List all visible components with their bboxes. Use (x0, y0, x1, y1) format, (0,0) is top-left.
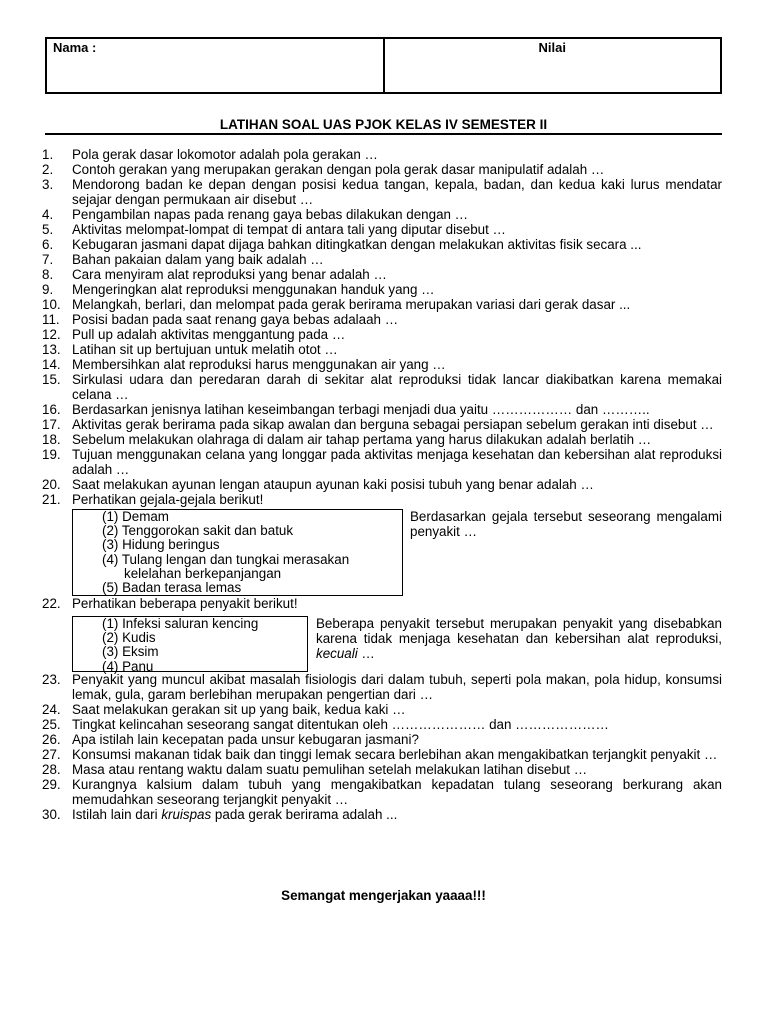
question-item (42, 702, 722, 717)
question-item (42, 162, 722, 177)
question-number: 6. (42, 237, 54, 252)
q30-text: Istilah lain dari (72, 807, 162, 822)
question-number: 11. (42, 312, 60, 327)
question-number: 25. (42, 717, 61, 732)
question-text: Konsumsi makanan tidak baik dan tinggi lemak secara berlebihan akan mengakibatkan terjangkit penyakit … (72, 747, 718, 762)
symptom-item: (3) Hidung beringus (102, 537, 220, 553)
question-number: 7. (42, 252, 54, 267)
question-item (42, 432, 722, 447)
q21-box-row (72, 509, 722, 596)
question-text: Melangkah, berlari, dan melompat pada gerak berirama merupakan variasi dari gerak dasar ... (72, 297, 631, 312)
question-text: Berdasarkan jenisnya latihan keseimbangan terbagi menjadi dua yaitu ……………… dan ……….. (72, 402, 650, 417)
question-number: 3. (42, 177, 54, 192)
question-text: Mengeringkan alat reproduksi menggunakan handuk yang … (72, 282, 435, 297)
question-number: 13. (42, 342, 61, 357)
question-text: Saat melakukan ayunan lengan ataupun ayunan kaki posisi tubuh yang benar adalah … (72, 477, 594, 492)
question-number: 29. (42, 777, 61, 792)
q30-emphasis: kruispas (161, 807, 212, 822)
q21-symptom-box (72, 509, 403, 596)
question-text: Penyakit yang muncul akibat masalah fisiologis dari dalam tubuh, seperti pola makan, pola hidup, konsumsi lemak, gula, garam berlebihan merupakan pengertian dari … (72, 672, 722, 702)
closing-message: Semangat mengerjakan yaaaa!!! (281, 888, 486, 903)
disease-item: (2) Kudis (102, 630, 156, 646)
question-item (42, 282, 722, 297)
question-text: Membersihkan alat reproduksi harus menggunakan air yang … (72, 357, 446, 372)
question-item (42, 297, 722, 312)
question-item (42, 402, 722, 417)
symptom-item: (1) Demam (102, 509, 169, 524)
question-item (42, 267, 722, 282)
question-number: 10. (42, 297, 61, 312)
question-text: Tingkat kelincahan seseorang sangat ditentukan oleh ………………… dan ………………… (72, 717, 609, 732)
question-item (42, 747, 722, 762)
question-item (42, 237, 722, 252)
question-number: 27. (42, 747, 61, 762)
question-number: 17. (42, 417, 61, 432)
question-item (42, 357, 722, 372)
symptom-item: (2) Tenggorokan sakit dan batuk (102, 523, 294, 539)
question-item (42, 177, 722, 207)
question-item (42, 732, 722, 747)
question-text: Kebugaran jasmani dapat dijaga bahkan ditingkatkan dengan melakukan aktivitas fisik secara ... (72, 237, 642, 252)
question-text: Perhatikan gejala-gejala berikut! (72, 492, 264, 507)
header-table (45, 37, 722, 94)
question-text (72, 807, 722, 822)
question-number: 26. (42, 732, 61, 747)
question-number: 14. (42, 357, 61, 372)
q22-prompt-text: Beberapa penyakit tersebut merupakan penyakit yang disebabkan karena tidak menjaga kesehatan dan kebersihan alat reproduksi, (316, 616, 722, 646)
question-number: 4. (42, 207, 54, 222)
question-item (42, 762, 722, 777)
question-list (42, 147, 722, 822)
question-text: Latihan sit up bertujuan untuk melatih otot … (72, 342, 338, 357)
question-number: 9. (42, 282, 54, 297)
disease-item: (1) Infeksi saluran kencing (102, 616, 259, 631)
question-item (42, 492, 722, 507)
question-item (42, 207, 722, 222)
question-text: Mendorong badan ke depan dengan posisi kedua tangan, kepala, badan, dan kedua kaki lurus mendatar sejajar dengan permukaan air disebut … (72, 177, 722, 207)
question-item (42, 777, 722, 807)
question-text: Pengambilan napas pada renang gaya bebas dilakukan dengan … (72, 207, 469, 222)
name-cell (47, 39, 385, 92)
question-number: 28. (42, 762, 61, 777)
question-text: Aktivitas gerak berirama pada sikap awalan dan berguna sebagai persiapan sebelum gerakan inti disebut … (72, 417, 714, 432)
question-number: 30. (42, 807, 61, 822)
question-text: Pull up adalah aktivitas menggantung pada … (72, 327, 346, 342)
question-number: 5. (42, 222, 54, 237)
page-title: LATIHAN SOAL UAS PJOK KELAS IV SEMESTER II (219, 117, 548, 132)
question-item (42, 717, 722, 732)
question-item (42, 372, 722, 402)
question-text: Kurangnya kalsium dalam tubuh yang mengakibatkan kepadatan tulang seseorang berkurang akan memudahkan seseorang terjangkit penyakit … (72, 777, 722, 807)
score-label: Nilai (538, 40, 566, 55)
question-item (42, 672, 722, 702)
score-cell (385, 39, 721, 92)
question-text: Sebelum melakukan olahraga di dalam air tahap pertama yang harus dilakukan adalah berlatih … (72, 432, 652, 447)
question-number: 12. (42, 327, 61, 342)
q22-disease-box (72, 616, 308, 672)
question-item (42, 312, 722, 327)
question-item (42, 596, 722, 611)
question-number: 20. (42, 477, 61, 492)
name-label: Nama : (53, 40, 97, 55)
question-item (42, 417, 722, 432)
question-number: 19. (42, 447, 61, 462)
question-number: 8. (42, 267, 54, 282)
symptom-item: (4) Tulang lengan dan tungkai merasakan kelelahan berkepanjangan (102, 551, 350, 581)
q22-prompt-emphasis: kecuali (316, 646, 358, 661)
question-text: Pola gerak dasar lokomotor adalah pola gerakan … (72, 147, 378, 162)
disease-item: (3) Eksim (102, 644, 159, 660)
question-text: Contoh gerakan yang merupakan gerakan dengan pola gerak dasar manipulatif adalah … (72, 162, 605, 177)
question-text: Aktivitas melompat-lompat di tempat di antara tali yang diputar disebut … (72, 222, 506, 237)
question-item (42, 252, 722, 267)
question-text: Sirkulasi udara dan peredaran darah di sekitar alat reproduksi tidak lancar diakibatkan karena memakai celana … (72, 372, 722, 402)
question-item (42, 327, 722, 342)
q22-prompt-ellipsis: … (357, 646, 375, 661)
question-item (42, 447, 722, 477)
q21-prompt: Berdasarkan gejala tersebut seseorang mengalami penyakit … (410, 509, 722, 539)
question-text: Cara menyiram alat reproduksi yang benar adalah … (72, 267, 387, 282)
question-text: Masa atau rentang waktu dalam suatu pemulihan setelah melakukan latihan disebut … (72, 762, 588, 777)
disease-item: (4) Panu (102, 658, 154, 674)
question-text: Perhatikan beberapa penyakit berikut! (72, 596, 298, 611)
symptom-item: (5) Badan terasa lemas (102, 580, 242, 596)
question-text: Bahan pakaian dalam yang baik adalah … (72, 252, 324, 267)
question-number: 22. (42, 596, 61, 611)
question-number: 21. (42, 492, 61, 507)
question-item (42, 807, 722, 822)
question-item (42, 222, 722, 237)
title-underline (45, 133, 722, 135)
question-number: 24. (42, 702, 61, 717)
question-text: Saat melakukan gerakan sit up yang baik, kedua kaki … (72, 702, 406, 717)
question-item (42, 147, 722, 162)
question-number: 23. (42, 672, 61, 687)
question-number: 16. (42, 402, 61, 417)
question-number: 1. (42, 147, 54, 162)
question-item (42, 342, 722, 357)
question-text: Apa istilah lain kecepatan pada unsur kebugaran jasmani? (72, 732, 419, 747)
question-number: 18. (42, 432, 61, 447)
q22-box-row (72, 616, 722, 672)
q22-prompt (316, 616, 722, 672)
question-text: Posisi badan pada saat renang gaya bebas adalaah … (72, 312, 399, 327)
question-item (42, 477, 722, 492)
question-number: 2. (42, 162, 54, 177)
question-text: Tujuan menggunakan celana yang longgar pada aktivitas menjaga kesehatan dan kebersihan alat reproduksi adalah … (72, 447, 722, 477)
q30-text-end: pada gerak berirama adalah ... (211, 807, 398, 822)
question-number: 15. (42, 372, 61, 387)
